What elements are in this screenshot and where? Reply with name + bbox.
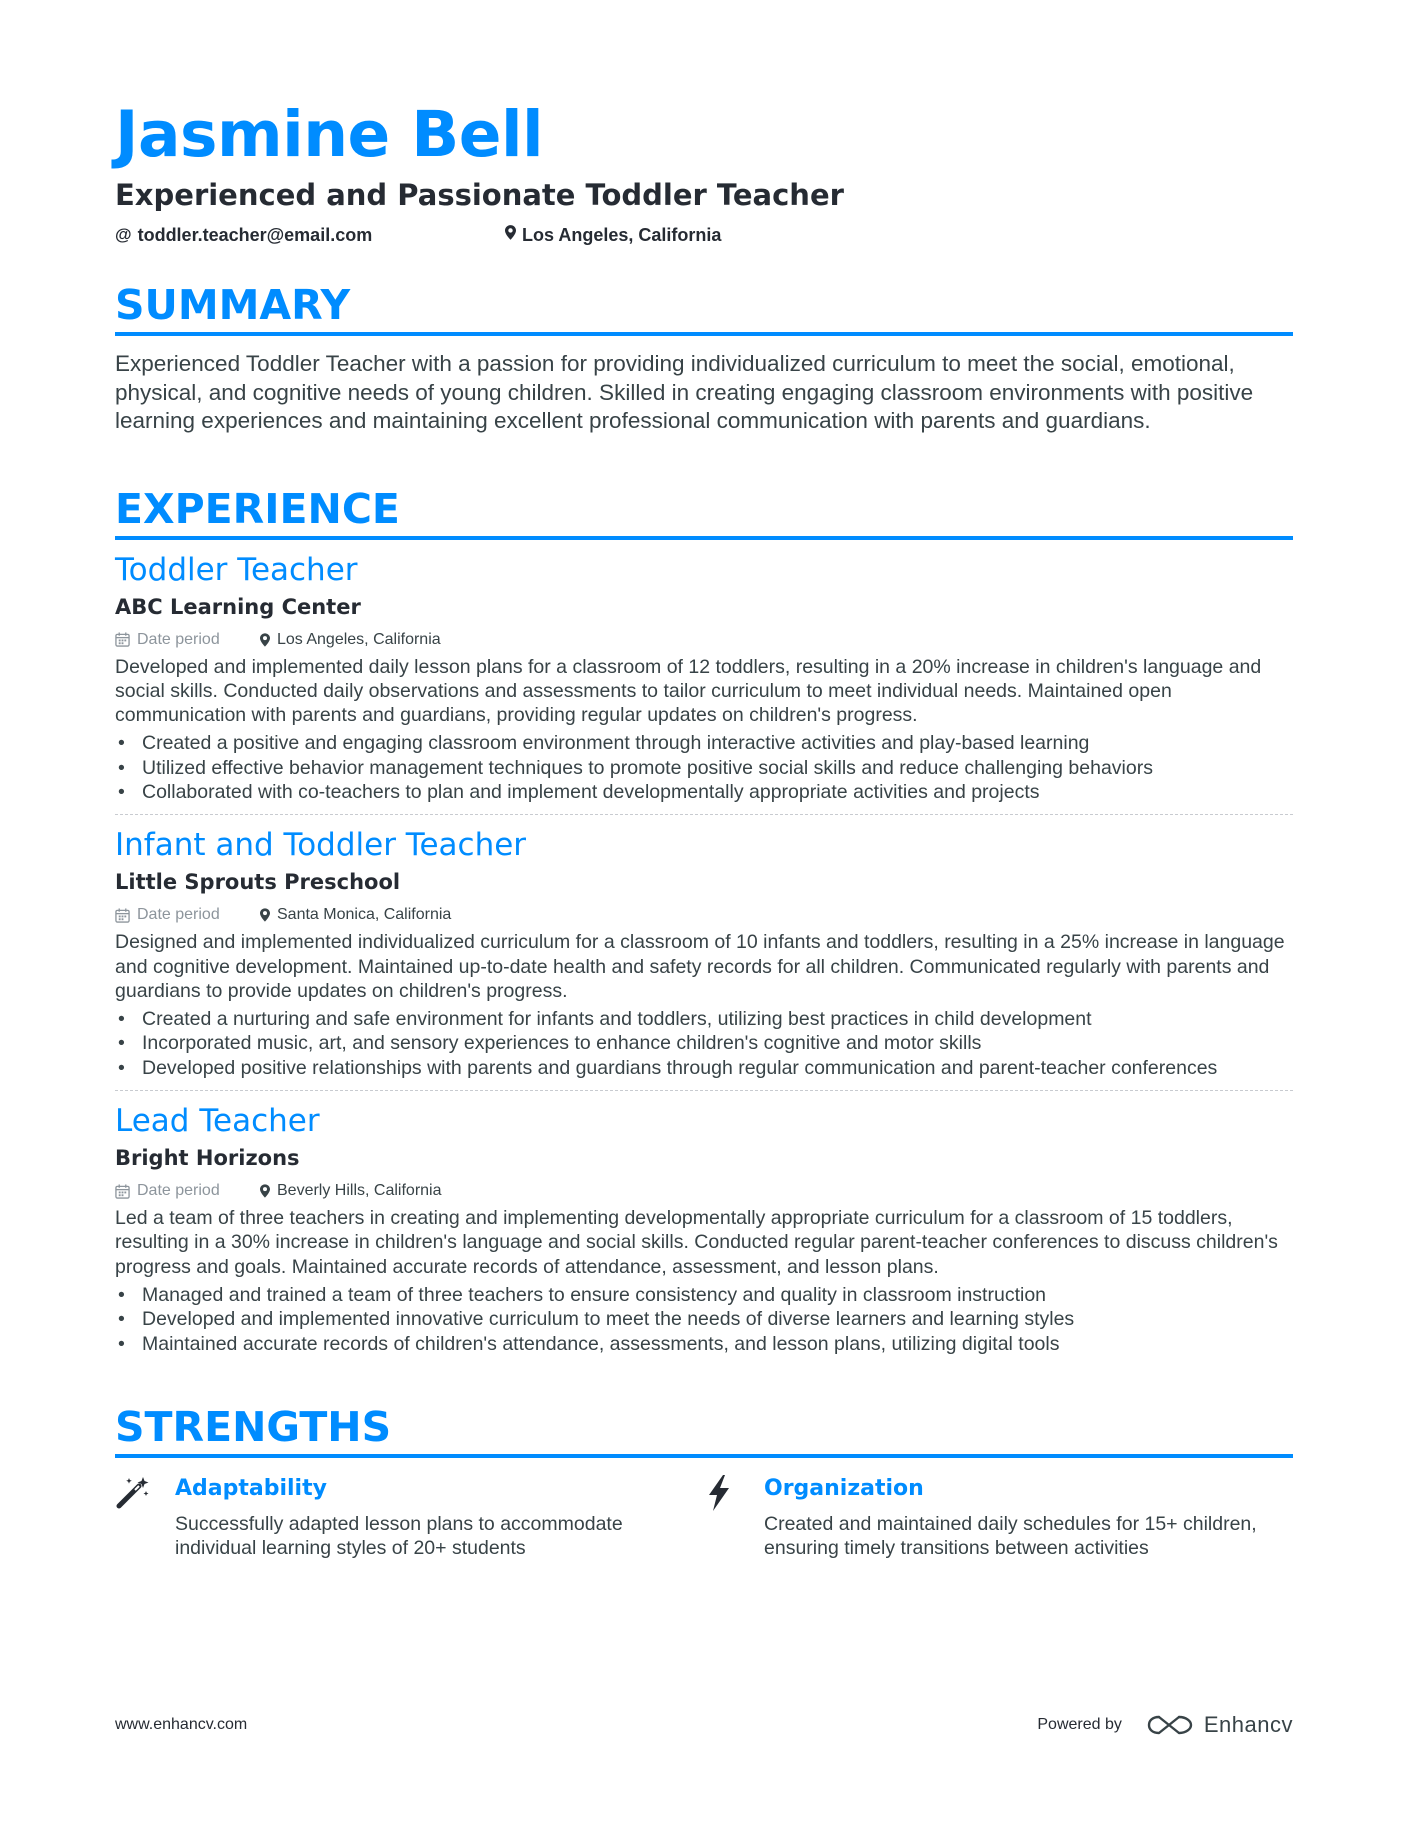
experience-entry xyxy=(115,540,1293,805)
location-pin-icon xyxy=(260,908,270,922)
strength-title: Adaptability xyxy=(175,1475,327,1501)
experience-entry xyxy=(115,1090,1293,1356)
location-text: Los Angeles, California xyxy=(522,224,722,245)
contact-row xyxy=(115,222,1293,248)
date-period xyxy=(115,903,260,927)
job-meta xyxy=(115,1179,1293,1203)
brand-name[interactable]: Enhancv xyxy=(1203,1712,1293,1737)
company-name: ABC Learning Center xyxy=(115,594,361,619)
resume-content xyxy=(115,96,1293,1560)
location-pin-icon xyxy=(260,1184,270,1198)
powered-by-brand xyxy=(1037,1712,1293,1738)
strength-description: Successfully adapted lesson plans to accommodate individual learning styles of 20+ students xyxy=(175,1512,623,1560)
strength-description: Created and maintained daily schedules for 15+ children, ensuring timely transitions between activities xyxy=(764,1512,1257,1560)
lightning-bolt-icon xyxy=(704,1472,764,1561)
job-location-text: Beverly Hills, California xyxy=(277,1182,442,1200)
bullet-item: • Maintained accurate records of children's attendance, assessments, and lesson plans, utilizing digital tools xyxy=(115,1332,1293,1356)
job-meta xyxy=(115,628,1293,652)
bullet-item: • Incorporated music, art, and sensory experiences to enhance children's cognitive and motor skills xyxy=(115,1031,1293,1055)
calendar-icon xyxy=(115,1184,130,1199)
job-description: Developed and implemented daily lesson plans for a classroom of 12 toddlers, resulting in a 20% increase in children's language and social skills. Conducted daily observations and assessments to tailor curriculum to meet individual needs. Maintained open communication with parents and guardians, providing regular updates on children's progress. xyxy=(115,655,1262,727)
experience-heading: EXPERIENCE xyxy=(115,484,1293,540)
website-link[interactable]: www.enhancv.com xyxy=(115,1716,248,1733)
location-pin-icon xyxy=(260,633,270,647)
job-meta xyxy=(115,903,1293,927)
job-location xyxy=(260,903,451,927)
strengths-grid xyxy=(115,1472,1293,1561)
candidate-name: Jasmine Bell xyxy=(115,98,544,171)
date-text: Date period xyxy=(137,630,220,648)
calendar-icon xyxy=(115,632,130,647)
job-location xyxy=(260,628,441,652)
date-text: Date period xyxy=(137,906,220,924)
strength-title: Organization xyxy=(764,1475,924,1501)
company-name: Little Sprouts Preschool xyxy=(115,870,401,895)
bullet-item: • Utilized effective behavior management techniques to promote positive social skills and reduce challenging behaviors xyxy=(115,756,1293,780)
strengths-heading: STRENGTHS xyxy=(115,1402,1293,1458)
job-location-text: Santa Monica, California xyxy=(277,906,452,924)
location-pin-icon xyxy=(505,225,516,245)
contact-location xyxy=(505,225,721,246)
job-description: Designed and implemented individualized curriculum for a classroom of 10 infants and toddlers, resulting in a 25% increase in language and cognitive development. Maintained up-to-date health and safety records for all children. Communicated regularly with parents and guardians to provide updates on children's progress. xyxy=(115,931,1285,1002)
enhancv-logo-icon xyxy=(1146,1713,1194,1737)
email-text: toddler.teacher@email.com xyxy=(137,224,373,245)
bullet-item: • Collaborated with co-teachers to plan and implement developmentally appropriate activities and projects xyxy=(115,780,1293,804)
experience-entry xyxy=(115,814,1293,1080)
job-role: Toddler Teacher xyxy=(115,551,358,588)
date-period xyxy=(115,1179,260,1203)
calendar-icon xyxy=(115,908,130,923)
job-bullets xyxy=(115,731,1293,804)
job-description: Led a team of three teachers in creating and implementing developmentally appropriate curriculum for a classroom of 15 toddlers, resulting in a 30% increase in children's language and social skills. Conducted regular parent-teacher conferences to discuss children's progress and goals. Maintained accurate records of attendance, assessment, and lesson plans. xyxy=(115,1207,1278,1278)
job-location-text: Los Angeles, California xyxy=(277,630,441,648)
date-period xyxy=(115,628,260,652)
at-icon: @ xyxy=(115,225,132,244)
strength-item xyxy=(115,1472,704,1561)
contact-email[interactable] xyxy=(115,225,505,246)
page-footer xyxy=(115,1712,1293,1738)
job-bullets xyxy=(115,1283,1293,1356)
bullet-item: • Managed and trained a team of three teachers to ensure consistency and quality in classroom instruction xyxy=(115,1283,1293,1307)
strength-item xyxy=(704,1472,1293,1561)
job-role: Infant and Toddler Teacher xyxy=(115,827,527,864)
summary-heading: SUMMARY xyxy=(115,280,1293,336)
bullet-item: • Created a nurturing and safe environment for infants and toddlers, utilizing best practices in child development xyxy=(115,1007,1293,1031)
powered-by-text: Powered by xyxy=(1037,1716,1122,1733)
job-location xyxy=(260,1179,442,1203)
magic-wand-icon xyxy=(115,1472,175,1561)
candidate-title: Experienced and Passionate Toddler Teacher xyxy=(115,178,844,212)
summary-text: Experienced Toddler Teacher with a passion for providing individualized curriculum to meet the social, emotional, physical, and cognitive needs of young children. Skilled in creating engaging classroom environments with positive learning experiences and maintaining excellent professional communication with parents and guardians. xyxy=(115,351,1254,433)
job-role: Lead Teacher xyxy=(115,1103,320,1140)
bullet-item: • Developed and implemented innovative curriculum to meet the needs of diverse learners and learning styles xyxy=(115,1307,1293,1331)
company-name: Bright Horizons xyxy=(115,1146,300,1171)
bullet-item: • Developed positive relationships with parents and guardians through regular communication and parent-teacher conferences xyxy=(115,1056,1293,1080)
date-text: Date period xyxy=(137,1182,220,1200)
bullet-item: • Created a positive and engaging classroom environment through interactive activities and play-based learning xyxy=(115,731,1293,755)
job-bullets xyxy=(115,1007,1293,1080)
